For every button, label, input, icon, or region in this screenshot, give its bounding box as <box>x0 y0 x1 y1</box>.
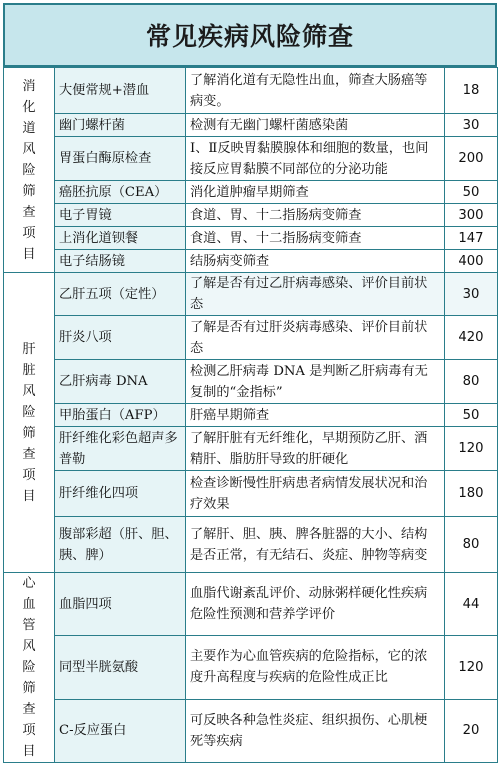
test-description: 血脂代谢紊乱评价、动脉粥样硬化性疾病危险性预测和营养学评价 <box>186 573 445 636</box>
test-description: 了解是否有过肝炎病毒感染、评价目前状态 <box>186 316 445 360</box>
test-name: C-反应蛋白 <box>55 699 186 762</box>
table-row <box>4 204 498 227</box>
test-price: 180 <box>445 471 498 517</box>
category-label: 肝脏风险筛查项目 <box>22 341 36 504</box>
screening-table <box>3 67 498 763</box>
test-description: 了解消化道有无隐性出血，筛查大肠癌等病变。 <box>186 68 445 114</box>
test-description: 检查诊断慢性肝病患者病情发展状况和治疗效果 <box>186 471 445 517</box>
test-price: 200 <box>445 137 498 181</box>
test-description: Ⅰ、Ⅱ反映胃黏膜腺体和细胞的数量，也间接反应胃黏膜不同部位的分泌功能 <box>186 137 445 181</box>
test-description: 主要作为心血管疾病的危险指标，它的浓度升高程度与疾病的危险性成正比 <box>186 636 445 699</box>
table-row <box>4 137 498 181</box>
test-description: 可反映各种急性炎症、组织损伤、心肌梗死等疾病 <box>186 699 445 762</box>
table-row <box>4 573 498 636</box>
test-price: 50 <box>445 404 498 427</box>
category-cardio <box>4 573 55 763</box>
test-name: 肝纤维化彩色超声多普勒 <box>55 427 186 471</box>
test-description: 食道、胃、十二指肠病变筛查 <box>186 227 445 250</box>
test-price: 80 <box>445 360 498 404</box>
test-name: 肝炎八项 <box>55 316 186 360</box>
test-name: 同型半胱氨酸 <box>55 636 186 699</box>
test-price: 300 <box>445 204 498 227</box>
table-row <box>4 273 498 316</box>
test-description: 肝癌早期筛查 <box>186 404 445 427</box>
test-name: 幽门螺杆菌 <box>55 114 186 137</box>
table-row <box>4 227 498 250</box>
test-name: 上消化道钡餐 <box>55 227 186 250</box>
test-description: 检测乙肝病毒 DNA 是判断乙肝病毒有无复制的“金指标” <box>186 360 445 404</box>
table-row <box>4 699 498 762</box>
page-title: 常见疾病风险筛查 <box>3 3 497 67</box>
test-price: 147 <box>445 227 498 250</box>
test-price: 20 <box>445 699 498 762</box>
test-description: 消化道肿瘤早期筛查 <box>186 181 445 204</box>
table-row <box>4 360 498 404</box>
test-name: 肝纤维化四项 <box>55 471 186 517</box>
category-digestive <box>4 68 55 273</box>
test-name: 胃蛋白酶原检查 <box>55 137 186 181</box>
test-description: 了解是否有过乙肝病毒感染、评价目前状态 <box>186 273 445 316</box>
table-row <box>4 517 498 573</box>
test-price: 30 <box>445 114 498 137</box>
test-name: 电子结肠镜 <box>55 250 186 273</box>
test-description: 食道、胃、十二指肠病变筛查 <box>186 204 445 227</box>
test-price: 18 <box>445 68 498 114</box>
test-description: 结肠病变筛查 <box>186 250 445 273</box>
table-row <box>4 404 498 427</box>
category-liver <box>4 273 55 573</box>
test-name: 大便常规+潜血 <box>55 68 186 114</box>
table-row <box>4 427 498 471</box>
test-price: 420 <box>445 316 498 360</box>
test-name: 电子胃镜 <box>55 204 186 227</box>
test-description: 了解肝脏有无纤维化，早期预防乙肝、酒精肝、脂肪肝导致的肝硬化 <box>186 427 445 471</box>
test-price: 80 <box>445 517 498 573</box>
category-label: 消化道风险筛查项目 <box>22 78 36 262</box>
test-price: 400 <box>445 250 498 273</box>
test-price: 120 <box>445 636 498 699</box>
table-row <box>4 636 498 699</box>
category-label: 心血管风险筛查项目 <box>22 576 36 759</box>
test-description: 检测有无幽门螺杆菌感染菌 <box>186 114 445 137</box>
test-description: 了解肝、胆、胰、脾各脏器的大小、结构是否正常，有无结石、炎症、肿物等病变 <box>186 517 445 573</box>
table-row <box>4 250 498 273</box>
test-name: 血脂四项 <box>55 573 186 636</box>
table-row <box>4 68 498 114</box>
test-name: 腹部彩超（肝、胆、胰、脾） <box>55 517 186 573</box>
test-name: 乙肝五项（定性） <box>55 273 186 316</box>
table-row <box>4 471 498 517</box>
test-name: 癌胚抗原（CEA） <box>55 181 186 204</box>
table-row <box>4 181 498 204</box>
test-price: 50 <box>445 181 498 204</box>
test-price: 120 <box>445 427 498 471</box>
table-row <box>4 114 498 137</box>
test-price: 44 <box>445 573 498 636</box>
test-name: 甲胎蛋白（AFP） <box>55 404 186 427</box>
test-name: 乙肝病毒 DNA <box>55 360 186 404</box>
test-price: 30 <box>445 273 498 316</box>
table-row <box>4 316 498 360</box>
